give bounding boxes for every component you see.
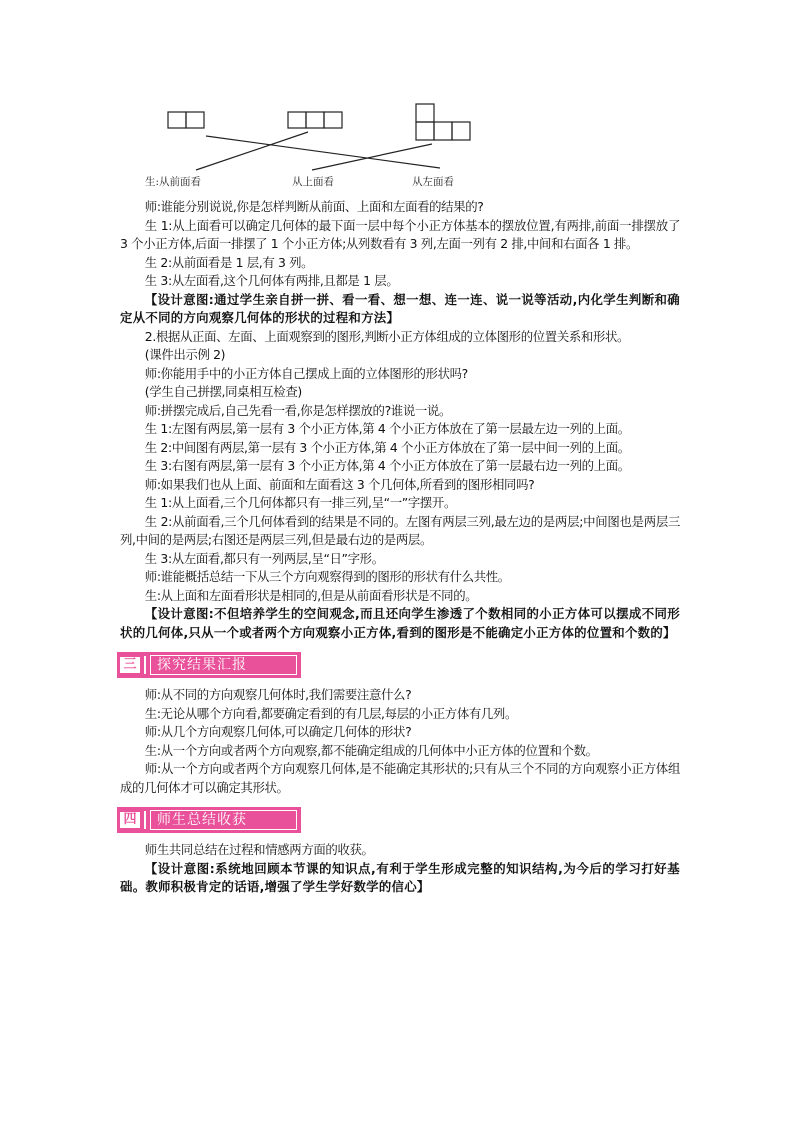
paragraph: 生 1:左图有两层,第一层有 3 个小正方体,第 4 个小正方体放在了第一层最左边一列的上面。 bbox=[144, 421, 630, 436]
paragraph: 生 2:从前面看是 1 层,有 3 列。 bbox=[144, 254, 314, 270]
connector-line bbox=[196, 132, 308, 170]
section-divider bbox=[144, 656, 146, 674]
top-view-label: 从上面看 bbox=[292, 176, 334, 188]
left-view-label: 从左面看 bbox=[412, 176, 454, 188]
section-heading-3 bbox=[117, 652, 301, 678]
left-view-cell bbox=[452, 122, 470, 140]
paragraph: 生 2:从前面看,三个几何体看到的结果是不同的。左图有两层三列,最左边的是两层;中间图也是两层三列,中间的是两层;右图还是两层三列,但是最右边的是两层。 bbox=[120, 513, 680, 547]
connector-line bbox=[312, 144, 432, 170]
section-number: 三 bbox=[119, 656, 141, 674]
design-intent-note: 【设计意图:不但培养学生的空间观念,而且还向学生渗透了个数相同的小正方体可以摆成不同形状的几何体,只从一个或者两个方向观察小正方体,看到的图形是不能确定小正方体的位置和个数的】 bbox=[120, 606, 680, 640]
paragraph: 生 3:从左面看,这个几何体有两排,且都是 1 层。 bbox=[144, 273, 399, 288]
paragraph: 师生共同总结在过程和情感两方面的收获。 bbox=[144, 842, 374, 857]
paragraph: 生:无论从哪个方向看,都要确定看到的有几层,每层的小正方体有几列。 bbox=[144, 705, 518, 721]
section-divider bbox=[144, 811, 146, 829]
design-intent-note: 【设计意图:通过学生亲自拼一拼、看一看、想一想、连一连、说一说等活动,内化学生判断和确定从不同的方向观察几何体的形状的过程和方法】 bbox=[120, 291, 680, 325]
front-view-cell bbox=[168, 112, 186, 128]
front-view-label: 生:从前面看 bbox=[145, 176, 202, 188]
paragraph: 2.根据从正面、左面、上面观察到的图形,判断小正方体组成的立体图形的位置关系和形状。 bbox=[144, 328, 630, 344]
paragraph: 师:谁能分别说说,你是怎样判断从前面、上面和左面看的结果的? bbox=[144, 199, 484, 214]
paragraph: 师:如果我们也从上面、前面和左面看这 3 个几何体,所看到的图形相同吗? bbox=[144, 476, 535, 492]
views-figure bbox=[140, 96, 500, 192]
paragraph: 生 3:从左面看,都只有一列两层,呈“日”字形。 bbox=[144, 550, 384, 566]
paragraph: (课件出示例 2) bbox=[144, 347, 226, 362]
paragraph: 生 2:中间图有两层,第一层有 3 个小正方体,第 4 个小正方体放在了第一层中间一列的上面。 bbox=[144, 439, 630, 455]
section-heading-4 bbox=[117, 807, 301, 833]
left-view-cell bbox=[434, 122, 452, 140]
paragraph: 生:从一个方向或者两个方向观察,都不能确定组成的几何体中小正方体的位置和个数。 bbox=[144, 742, 598, 758]
section-title: 师生总结收获 bbox=[150, 810, 297, 830]
paragraph: 师:你能用手中的小正方体自己摆成上面的立体图形的形状吗? bbox=[144, 365, 468, 381]
paragraph: 师:谁能概括总结一下从三个方向观察得到的图形的形状有什么共性。 bbox=[144, 569, 510, 584]
paragraph: 师:从不同的方向观察几何体时,我们需要注意什么? bbox=[144, 687, 412, 702]
left-view-cell bbox=[416, 104, 434, 122]
design-intent-note: 【设计意图:系统地回顾本节课的知识点,有利于学生形成完整的知识结构,为今后的学习打好基础。教师积极肯定的话语,增强了学生学好数学的信心】 bbox=[120, 860, 680, 894]
section-number: 四 bbox=[119, 811, 141, 829]
paragraph: 师:拼摆完成后,自己先看一看,你是怎样摆放的?谁说一说。 bbox=[144, 402, 452, 418]
paragraph: 生 1:从上面看,三个几何体都只有一排三列,呈“一”字摆开。 bbox=[144, 495, 456, 510]
front-view-cell bbox=[186, 112, 204, 128]
paragraph: 生:从上面和左面看形状是相同的,但是从前面看形状是不同的。 bbox=[144, 587, 478, 603]
paragraph: 师:从一个方向或者两个方向观察几何体,是不能确定其形状的;只有从三个不同的方向观察小正方体组成的几何体才可以确定其形状。 bbox=[120, 761, 680, 795]
top-view-cell bbox=[288, 112, 306, 128]
document-body bbox=[120, 198, 680, 897]
paragraph: (学生自己拼摆,同桌相互检查) bbox=[144, 384, 302, 399]
paragraph: 生 3:右图有两层,第一层有 3 个小正方体,第 4 个小正方体放在了第一层最右边一列的上面。 bbox=[144, 458, 630, 473]
connector-line bbox=[206, 136, 440, 168]
left-view-cell bbox=[416, 122, 434, 140]
paragraph: 师:从几个方向观察几何体,可以确定几何体的形状? bbox=[144, 724, 412, 739]
top-view-cell bbox=[306, 112, 324, 128]
paragraph: 生 1:从上面看可以确定几何体的最下面一层中每个小正方体基本的摆放位置,有两排,前面一排摆放了 3 个小正方体,后面一排摆了 1 个小正方体;从列数看有 3 列,左面一列有 2 排,中间和右面各 1 排。 bbox=[120, 217, 680, 251]
top-view-cell bbox=[324, 112, 342, 128]
section-title: 探究结果汇报 bbox=[150, 655, 297, 675]
